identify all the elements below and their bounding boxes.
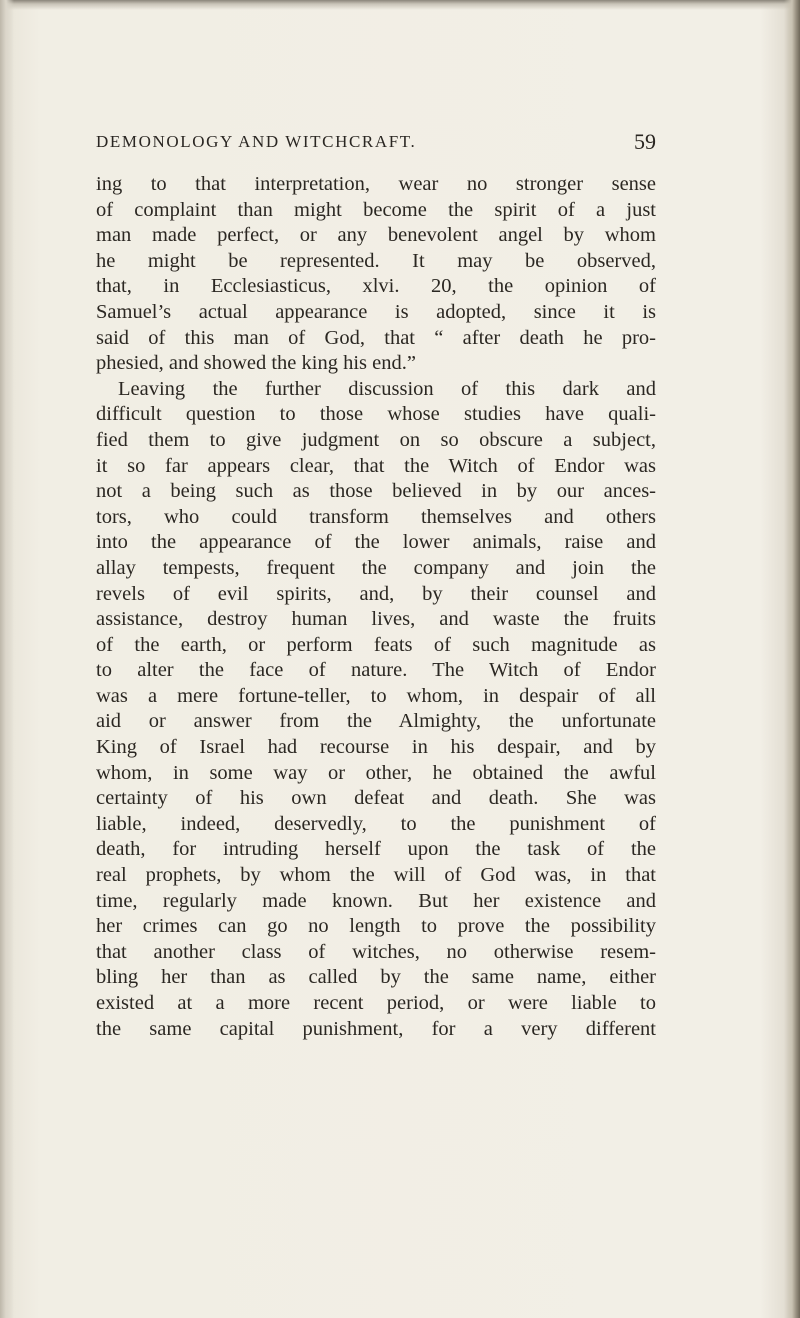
text-line: man made perfect, or any benevolent angel by whom — [96, 224, 656, 247]
text-line: that, in Ecclesiasticus, xlvi. 20, the opinion of — [96, 275, 656, 298]
text-line: Samuel’s actual appearance is adopted, since it is — [96, 300, 656, 323]
text-line: that another class of witches, no otherwise resem- — [96, 940, 656, 963]
text-line: ing to that interpretation, wear no stronger sense — [96, 173, 656, 195]
text-line: real prophets, by whom the will of God was, in that — [96, 864, 656, 887]
text-line: existed at a more recent period, or were liable to — [96, 992, 656, 1014]
text-line: revels of evil spirits, and, by their counsel and — [96, 582, 656, 605]
text-line: of complaint than might become the spirit of a just — [96, 198, 656, 221]
page-right-edge — [784, 0, 800, 1318]
text-line: whom, in some way or other, he obtained the awful — [96, 761, 656, 784]
text-line: tors, who could transform themselves and others — [96, 505, 656, 528]
text-line: of the earth, or perform feats of such magnitude as — [96, 633, 656, 656]
text-line: difficult question to those whose studies have quali- — [96, 403, 656, 426]
text-line: into the appearance of the lower animals, raise and — [96, 531, 656, 554]
page-number: 59 — [634, 129, 656, 154]
running-head — [96, 129, 656, 162]
text-line: to alter the face of nature. The Witch of Endor — [96, 659, 656, 682]
text-line: was a mere fortune-teller, to whom, in despair of all — [96, 684, 656, 707]
text-line: not a being such as those believed in by our ances- — [96, 480, 656, 503]
text-line: liable, indeed, deservedly, to the punishment of — [96, 812, 656, 835]
text-line: Leaving the further discussion of this dark and — [118, 377, 656, 400]
text-line: death, for intruding herself upon the task of the — [96, 838, 656, 861]
text-line: bling her than as called by the same name, either — [96, 966, 656, 989]
text-line: King of Israel had recourse in his despair, and by — [96, 736, 656, 759]
text-line: time, regularly made known. But her existence and — [96, 889, 656, 912]
text-line: the same capital punishment, for a very different — [96, 1017, 656, 1040]
text-line: said of this man of God, that “ after death he pro- — [96, 326, 656, 349]
text-line: it so far appears clear, that the Witch of Endor was — [96, 454, 656, 477]
text-line: fied them to give judgment on so obscure a subject, — [96, 428, 656, 451]
text-line: aid or answer from the Almighty, the unfortunate — [96, 710, 656, 733]
text-line: phesied, and showed the king his end.” — [96, 352, 416, 375]
running-title: DEMONOLOGY AND WITCHCRAFT. — [96, 132, 417, 151]
text-line: certainty of his own defeat and death. She was — [96, 787, 656, 810]
text-line: he might be represented. It may be observed, — [96, 249, 656, 272]
page-left-gutter — [0, 0, 14, 1318]
page-top-shadow — [0, 0, 800, 10]
text-line: assistance, destroy human lives, and waste the fruits — [96, 608, 656, 631]
body-text — [96, 172, 656, 1042]
text-line: allay tempests, frequent the company and join the — [96, 556, 656, 579]
text-line: her crimes can go no length to prove the possibility — [96, 915, 656, 938]
